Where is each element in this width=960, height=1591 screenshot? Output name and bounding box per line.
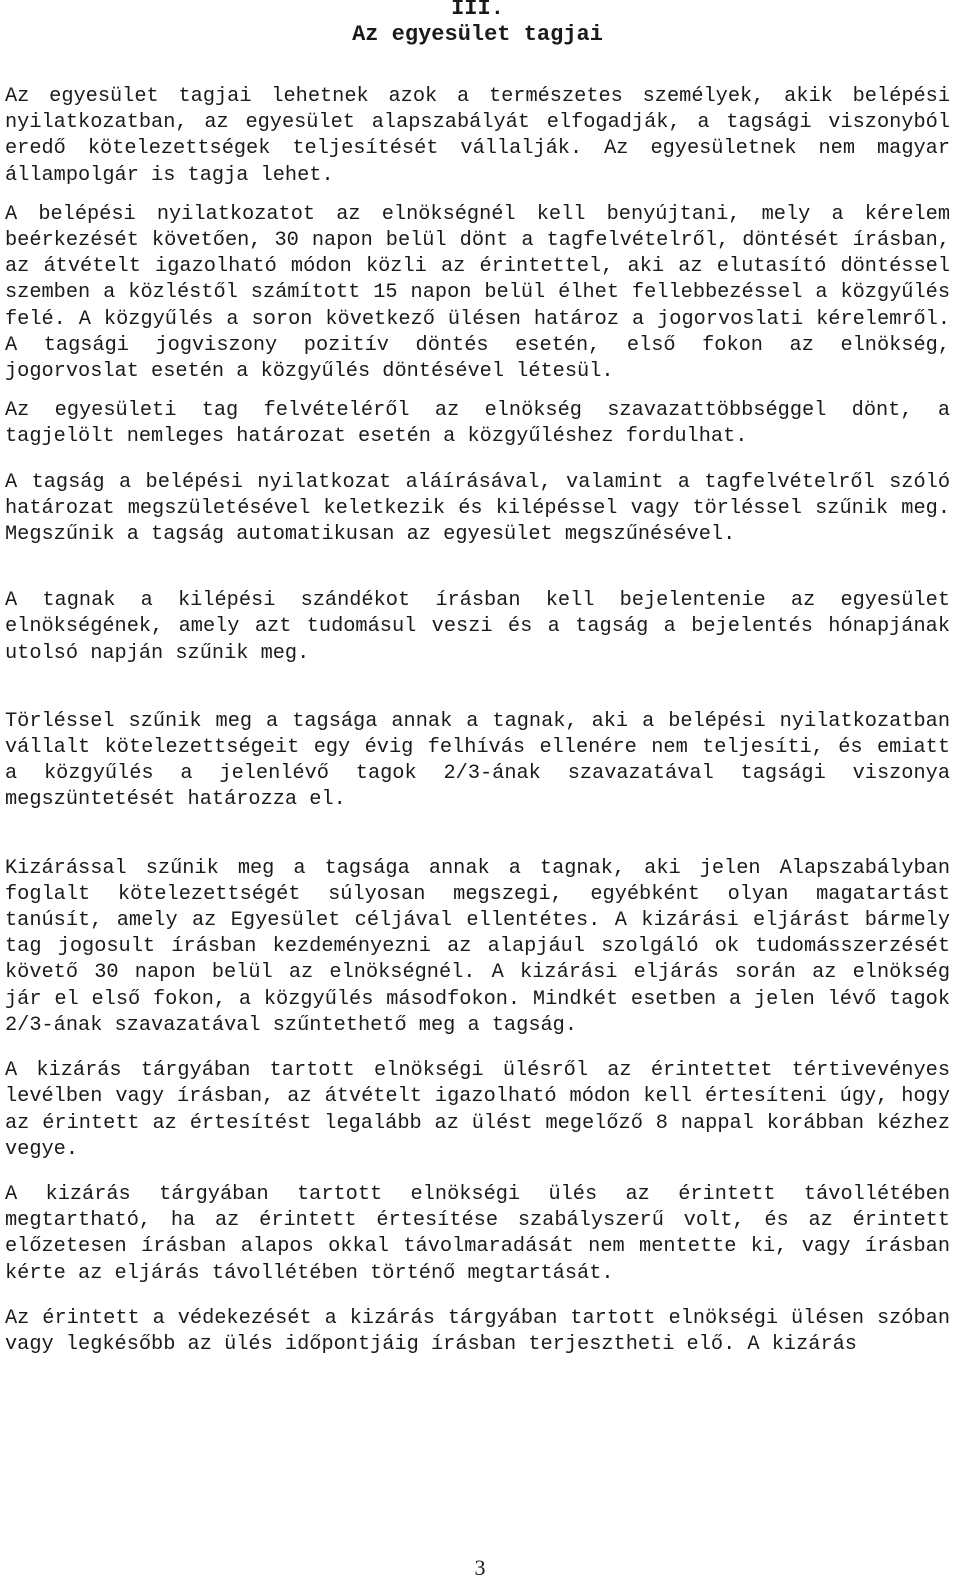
paragraph-10: Az érintett a védekezését a kizárás tárgyában tartott elnökségi ülésen szóban vagy legkésőbb az ülés időpontjáig írásban terjesztheti elő. A kizárás	[5, 1306, 950, 1356]
page-number: 3	[474, 1555, 486, 1580]
section-number: III.	[451, 0, 504, 21]
paragraph-3: Az egyesületi tag felvételéről az elnökség szavazattöbbséggel dönt, a tagjelölt nemleges határozat esetén a közgyűléshez fordulhat.	[5, 399, 950, 449]
paragraph-7: Kizárással szűnik meg a tagsága annak a tagnak, aki jelen Alapszabályban foglalt kötelezettségét súlyosan megszegi, egyébként olyan magatartást tanúsít, amely az Egyesület céljával ellentétes. A kizárási eljárást bármely tag jogosult írásban kezdeményezni az alapjául szolgáló ok tudomásszerzését követő 30 napon belül az elnökségnél. A kizárási eljárás során az elnökség jár el első fokon, a közgyűlés másodfokon. Mindkét esetben a jelen lévő tagok 2/3-ának szavazatával szűntethető meg a tagság.	[5, 856, 950, 1037]
section-title: Az egyesület tagjai	[352, 22, 603, 47]
document-page	[5, 0, 950, 1358]
paragraph-1: Az egyesület tagjai lehetnek azok a természetes személyek, akik belépési nyilatkozatban, az egyesület alapszabályát elfogadják, a tagsági viszonyból eredő kötelezettségek teljesítését vállalják. Az egyesületnek nem magyar állampolgár is tagja lehet.	[5, 85, 950, 187]
paragraph-2: A belépési nyilatkozatot az elnökségnél kell benyújtani, mely a kérelem beérkezését követően, 30 napon belül dönt a tagfelvételről, döntését írásban, az átvételt igazolható módon közli az érintettel, aki az elutasító döntéssel szemben a közléstől számított 15 napon belül élhet fellebbezéssel a közgyűlés felé. A közgyűlés a soron következő ülésen határoz a jogorvoslati kérelemről. A tagsági jogviszony pozitív döntés esetén, első fokon az elnökség, jogorvoslat esetén a közgyűlés döntésével létesül.	[5, 202, 950, 384]
paragraph-9: A kizárás tárgyában tartott elnökségi ülés az érintett távollétében megtartható, ha az érintett értesítése szabályszerű volt, és az érintett előzetesen írásban alapos okkal távolmaradását nem mentette ki, vagy írásban kérte az eljárás távollétében történő megtartását.	[5, 1182, 950, 1285]
paragraph-8: A kizárás tárgyában tartott elnökségi ülésről az érintettet tértivevényes levélben vagy írásban, az átvételt igazolható módon kell értesíteni úgy, hogy az érintett az értesítést legalább az ülést megelőző 8 nappal korábban kézhez vegye.	[5, 1059, 950, 1161]
paragraph-4: A tagság a belépési nyilatkozat aláírásával, valamint a tagfelvételről szóló határozat megszületésével keletkezik és kilépéssel vagy törléssel szűnik meg. Megszűnik a tagság automatikusan az egyesület megszűnésével.	[5, 470, 950, 547]
paragraph-6: Törléssel szűnik meg a tagsága annak a tagnak, aki a belépési nyilatkozatban vállalt kötelezettségeit egy évig felhívás ellenére nem teljesíti, és emiatt a közgyűlés a jelenlévő tagok 2/3-ának szavazatával tagsági viszonya megszüntetését határozza el.	[5, 709, 950, 812]
paragraph-5: A tagnak a kilépési szándékot írásban kell bejelentenie az egyesület elnökségének, amely azt tudomásul veszi és a tagság a bejelentés hónapjának utolsó napján szűnik meg.	[5, 589, 950, 665]
